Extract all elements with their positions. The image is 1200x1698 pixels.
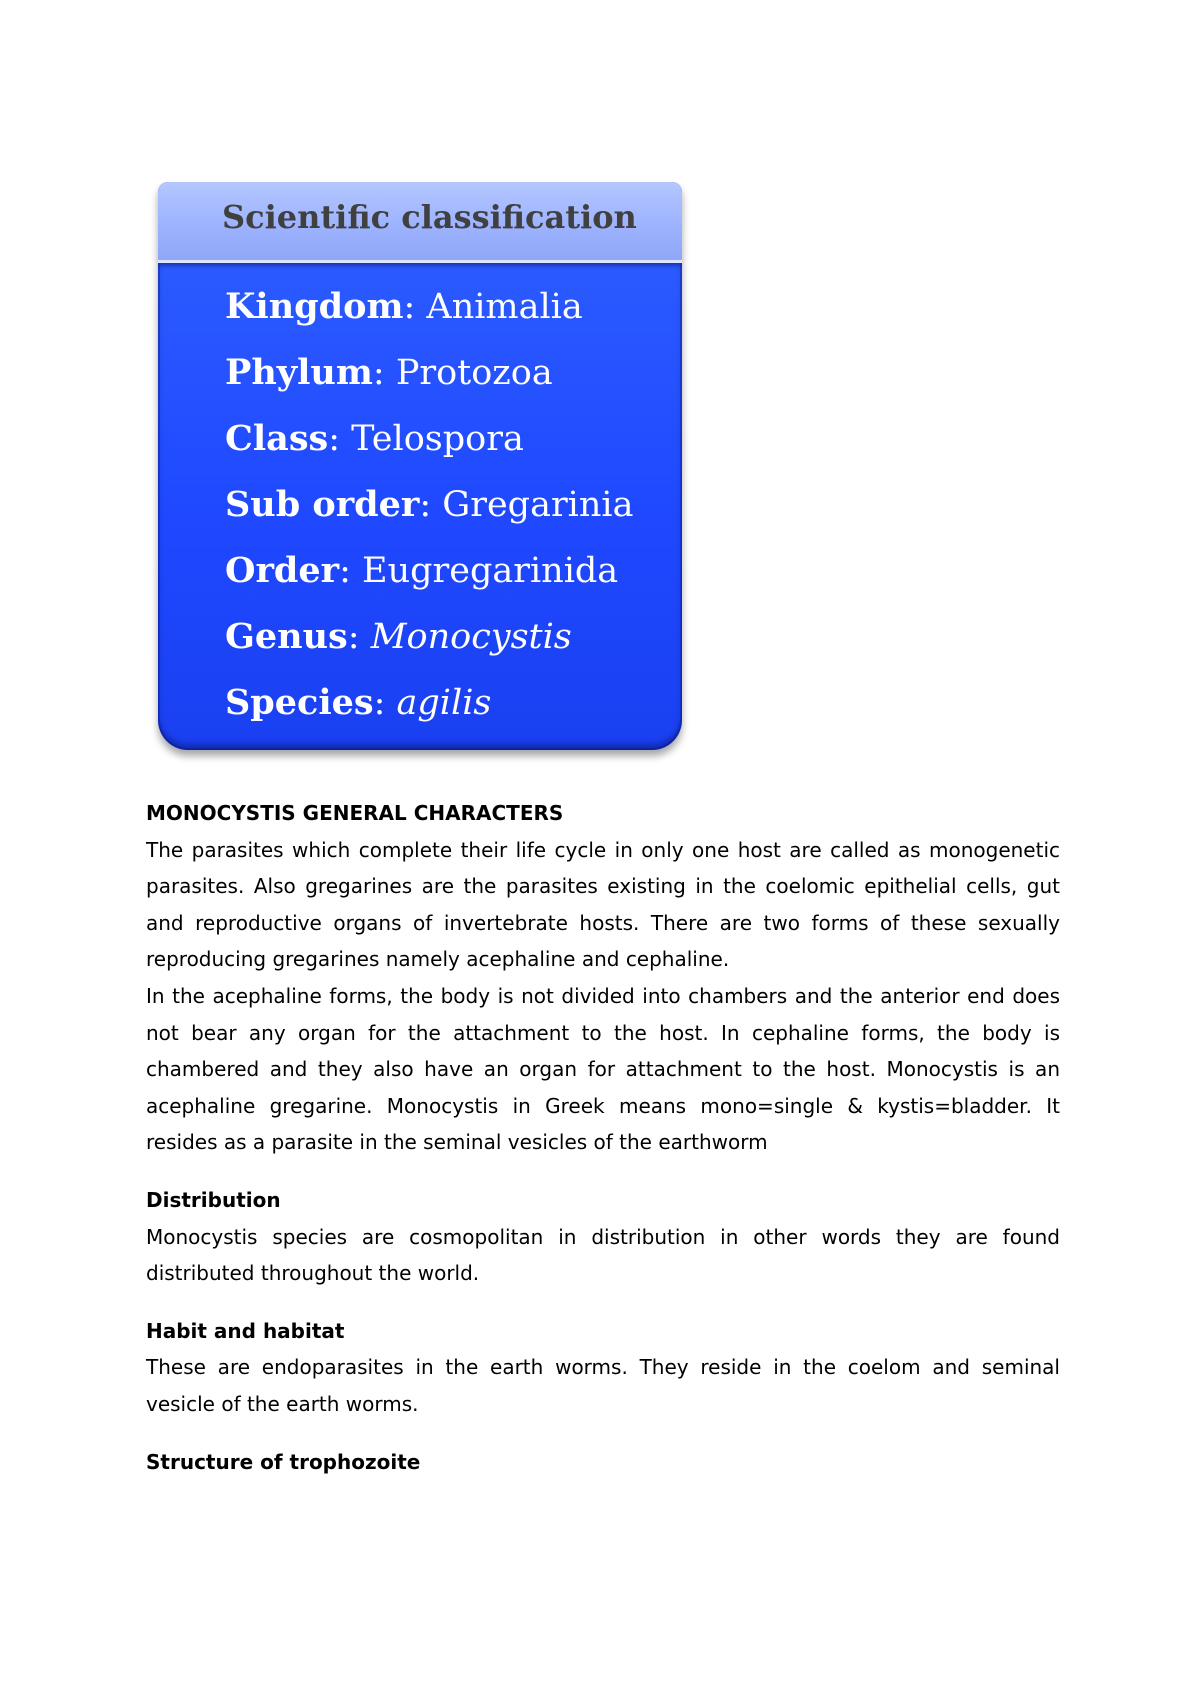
classification-box (158, 182, 682, 750)
section-gap (146, 1423, 1060, 1444)
classification-header (158, 182, 682, 263)
distribution-paragraph: Monocystis species are cosmopolitan in distribution in other words they are found distributed throughout the world. (146, 1224, 1060, 1286)
rank-value: Animalia (426, 287, 583, 327)
habitat-heading: Habit and habitat (146, 1318, 345, 1343)
general-characters-heading: MONOCYSTIS GENERAL CHARACTERS (146, 801, 564, 825)
rank-value: Protozoa (395, 353, 553, 393)
rank-label: Species (225, 682, 374, 723)
classification-row-species (225, 678, 633, 744)
section-gap (146, 1292, 1060, 1313)
distribution-heading: Distribution (146, 1187, 281, 1212)
rank-value: Monocystis (370, 617, 572, 657)
rank-label: Phylum (225, 352, 373, 393)
structure-heading: Structure of trophozoite (146, 1449, 421, 1474)
rank-label: Kingdom (225, 286, 404, 327)
classification-row-order (225, 546, 633, 612)
general-paragraph-1: The parasites which complete their life cycle in only one host are called as monogenetic parasites. Also gregarines are the parasites existing in the coelomic epithelial cells, gut and reproductive organs of invertebrate hosts. There are two forms of these sexually reproducing gregarines namely acephaline and cephaline. (146, 837, 1060, 972)
rank-separator: : (339, 551, 363, 591)
section-gap (146, 1161, 1060, 1182)
rank-value: Eugregarinida (362, 551, 619, 591)
document-body (146, 795, 1060, 1480)
rank-separator: : (419, 485, 443, 525)
classification-row-kingdom (225, 282, 633, 348)
rank-separator: : (373, 683, 397, 723)
rank-separator: : (372, 353, 396, 393)
rank-label: Class (225, 418, 329, 459)
habitat-paragraph: These are endoparasites in the earth worms. They reside in the coelom and seminal vesicle of the earth worms. (146, 1355, 1060, 1416)
classification-row-genus (225, 612, 633, 678)
rank-separator: : (403, 287, 427, 327)
classification-row-phylum (225, 348, 633, 414)
rank-value: Telospora (351, 419, 524, 459)
rank-value: Gregarinia (442, 485, 634, 525)
classification-title: Scientific classification (222, 198, 637, 236)
rank-label: Genus (225, 616, 348, 657)
rank-separator: : (328, 419, 352, 459)
classification-row-class (225, 414, 633, 480)
general-paragraph-2: In the acephaline forms, the body is not divided into chambers and the anterior end does not bear any organ for the attachment to the host. In cephaline forms, the body is chambered and they also have an organ for attachment to the host. Monocystis is an acephaline gregarine. Monocystis in Greek means mono=single & kystis=bladder. It resides as a parasite in the seminal vesicles of the earthworm (146, 983, 1060, 1155)
classification-row-suborder (225, 480, 633, 546)
classification-list (225, 282, 633, 744)
rank-label: Sub order (225, 484, 420, 525)
rank-label: Order (225, 550, 340, 591)
rank-separator: : (347, 617, 371, 657)
rank-value: agilis (396, 683, 492, 723)
